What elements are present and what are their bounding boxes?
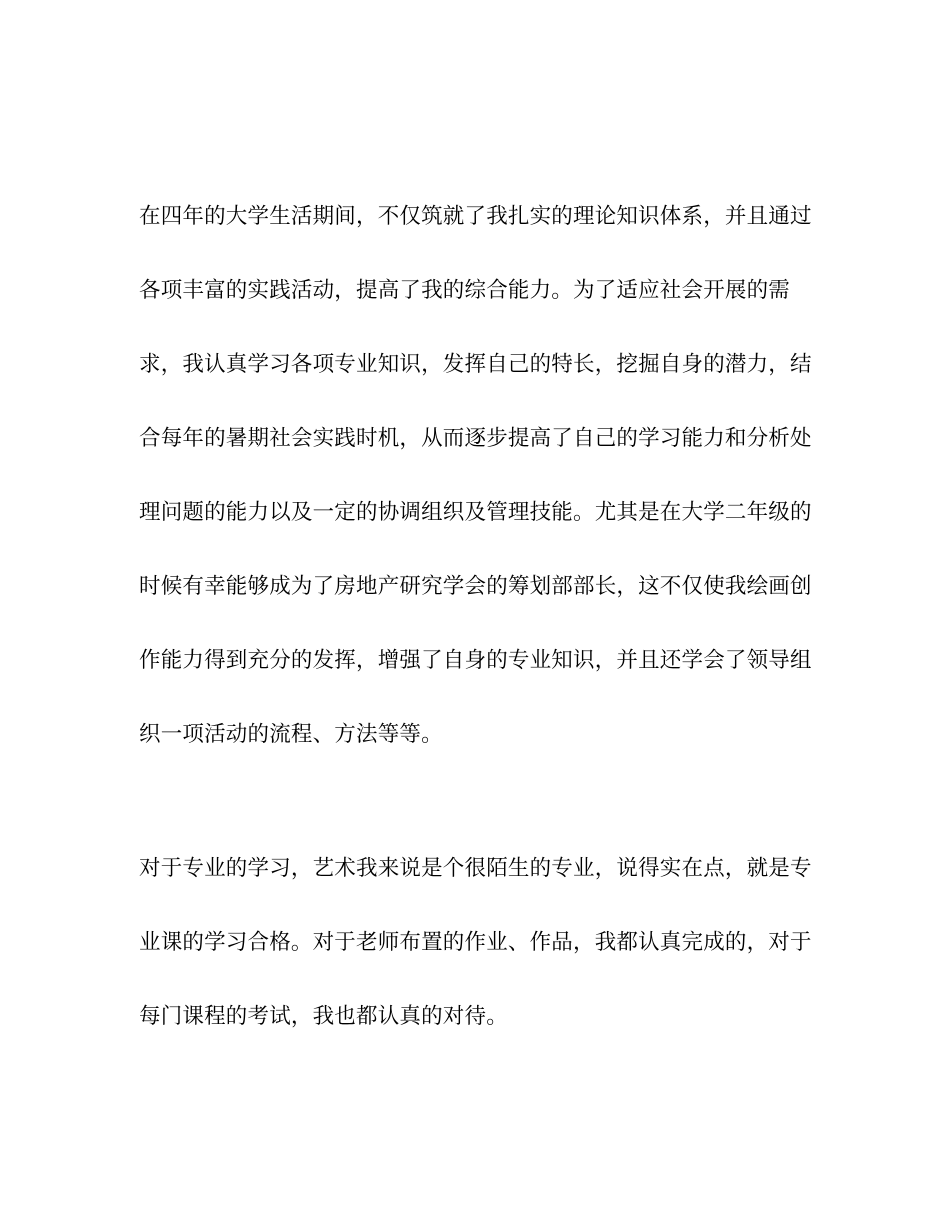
text-line: 织一项活动的流程、方法等等。 <box>139 722 443 747</box>
text-line: 求，我认真学习各项专业知识，发挥自己的特长，挖掘自身的潜力，结 <box>139 352 812 377</box>
text-line: 理问题的能力以及一定的协调组织及管理技能。尤其是在大学二年级的 <box>139 500 812 525</box>
text-line: 对于专业的学习，艺术我来说是个很陌生的专业，说得实在点，就是专 <box>139 856 812 881</box>
text-line: 各项丰富的实践活动，提高了我的综合能力。为了适应社会开展的需 <box>139 278 791 303</box>
text-line: 作能力得到充分的发挥，增强了自身的专业知识，并且还学会了领导组 <box>139 648 812 673</box>
text-line: 时候有幸能够成为了房地产研究学会的筹划部部长，这不仅使我绘画创 <box>139 574 812 599</box>
paragraph-university-life <box>139 180 819 772</box>
text-line: 合每年的暑期社会实践时机，从而逐步提高了自己的学习能力和分析处 <box>139 426 812 451</box>
text-line: 业课的学习合格。对于老师布置的作业、作品，我都认真完成的，对于 <box>139 930 812 955</box>
text-line: 每门课程的考试，我也都认真的对待。 <box>139 1004 508 1029</box>
paragraph-professional-study <box>139 832 819 1054</box>
text-line: 在四年的大学生活期间，不仅筑就了我扎实的理论知识体系，并且通过 <box>139 204 812 229</box>
